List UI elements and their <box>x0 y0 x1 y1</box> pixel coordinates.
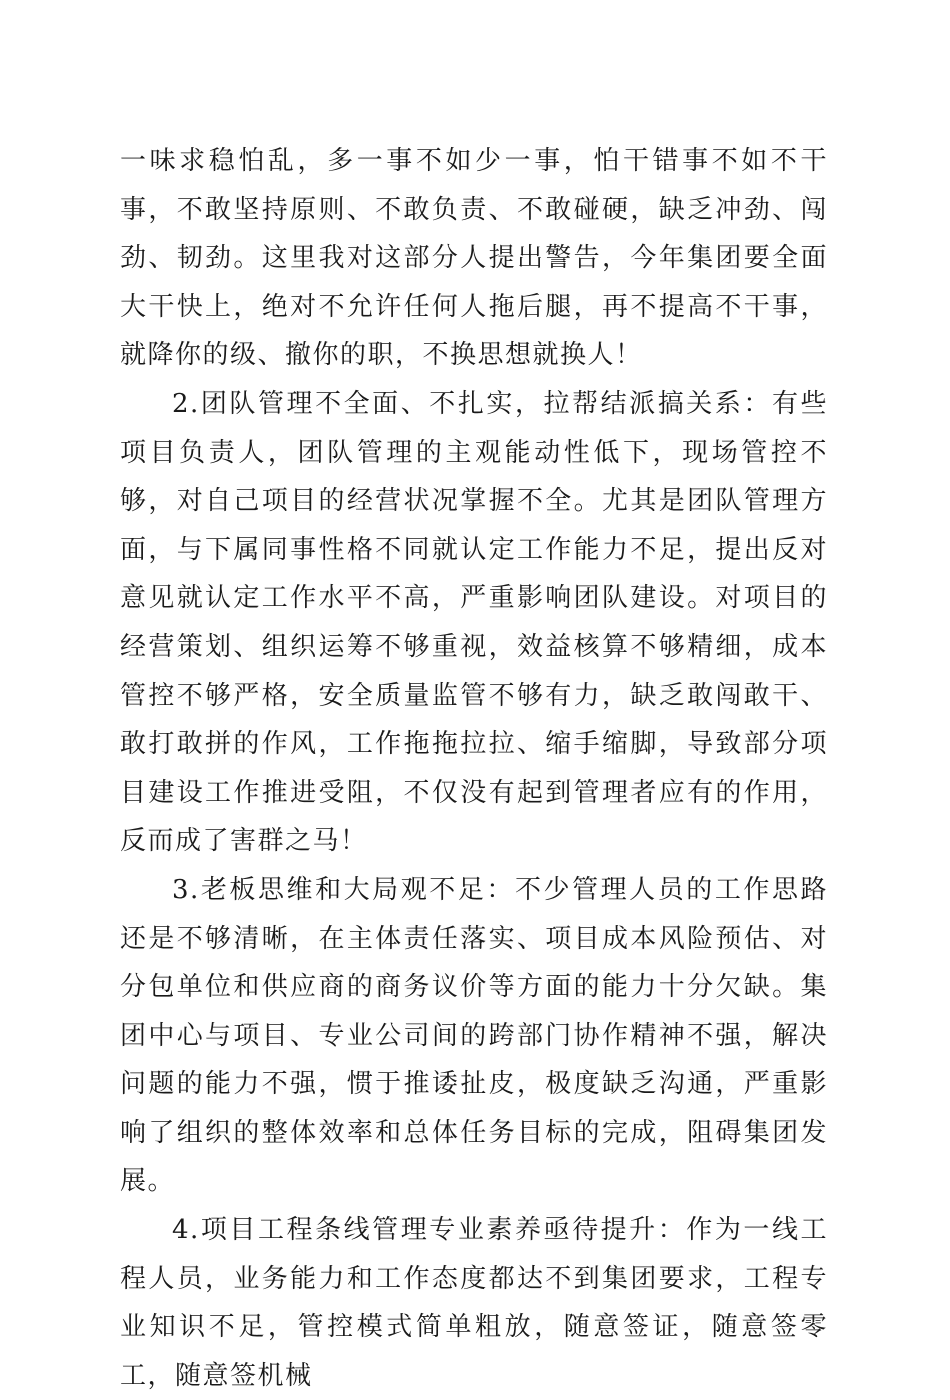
paragraph-item-3: 3.老板思维和大局观不足：不少管理人员的工作思路还是不够清晰，在主体责任落实、项目成本风险预估、对分包单位和供应商的商务议价等方面的能力十分欠缺。集团中心与项目、专业公司间的跨部门协作精神不强，解决问题的能力不强，惯于推诿扯皮，极度缺乏沟通，严重影响了组织的整体效率和总体任务目标的完成，阻碍集团发展。 <box>120 874 828 1197</box>
paragraph-continuation: 一味求稳怕乱，多一事不如少一事，怕干错事不如不干事，不敢坚持原则、不敢负责、不敢碰硬，缺乏冲劲、闯劲、韧劲。这里我对这部分人提出警告，今年集团要全面大干快上，绝对不允许任何人拖后腿，再不提高不干事，就降你的级、撤你的职，不换思想就换人！ <box>120 146 828 371</box>
paragraph-item-4: 4.项目工程条线管理专业素养亟待提升：作为一线工程人员，业务能力和工作态度都达不到集团要求，工程专业知识不足，管控模式简单粗放，随意签证，随意签零工，随意签机械 <box>120 1215 828 1391</box>
document-body <box>120 137 828 1400</box>
paragraph-item-2: 2.团队管理不全面、不扎实，拉帮结派搞关系：有些项目负责人，团队管理的主观能动性低下，现场管控不够，对自己项目的经营状况掌握不全。尤其是团队管理方面，与下属同事性格不同就认定工作能力不足，提出反对意见就认定工作水平不高，严重影响团队建设。对项目的经营策划、组织运筹不够重视，效益核算不够精细，成本管控不够严格，安全质量监管不够有力，缺乏敢闯敢干、敢打敢拼的作风，工作拖拖拉拉、缩手缩脚，导致部分项目建设工作推进受阻，不仅没有起到管理者应有的作用，反而成了害群之马！ <box>120 388 828 857</box>
